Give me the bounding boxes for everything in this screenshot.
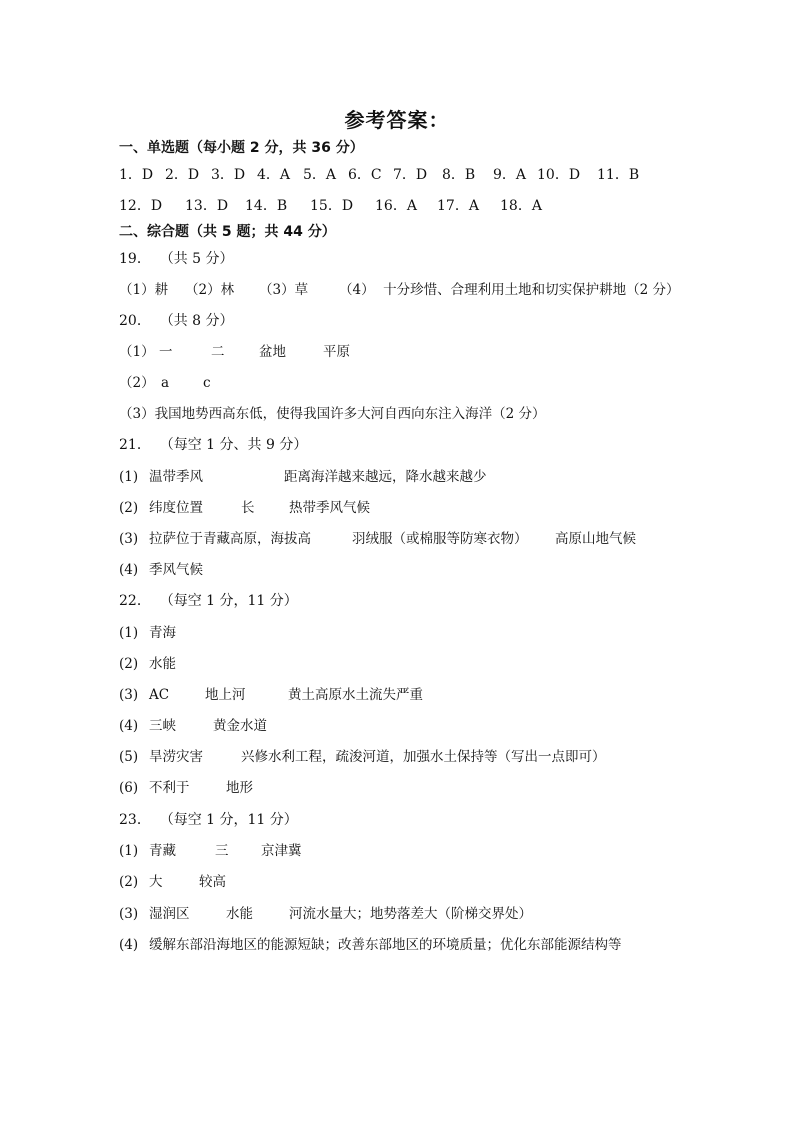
answer-item: AC — [149, 687, 170, 703]
question-20-title: 20． （共 8 分） — [119, 313, 234, 329]
answer-item: 三 — [215, 843, 229, 859]
answer-item: （2）林 — [185, 282, 235, 298]
mc-answer: 13．D — [185, 198, 229, 214]
answer-label: (4) — [119, 718, 139, 734]
question-20-line-3: （3）我国地势西高东低，使得我国许多大河自西向东注入海洋（2 分） — [119, 406, 546, 422]
answer-item: 水能 — [149, 656, 176, 672]
mc-answers-row-2 — [119, 197, 679, 215]
answer-item: 黄金水道 — [213, 718, 267, 734]
answer-item: 热带季风气候 — [289, 500, 370, 516]
mc-answer: 5．A — [303, 167, 337, 183]
answer-label: (4) — [119, 562, 139, 578]
answer-item: （1）耕 — [119, 282, 169, 298]
mc-answer: 3．D — [211, 167, 246, 183]
question-22-item-5 — [119, 748, 679, 766]
answer-label: (2) — [119, 656, 139, 672]
answer-label: (3) — [119, 531, 139, 547]
page-title: 参考答案： — [344, 108, 450, 132]
answer-item: 高原山地气候 — [555, 531, 636, 547]
answer-item: 纬度位置 — [149, 500, 203, 516]
question-23-item-4 — [119, 936, 679, 954]
answer-label: (2) — [119, 874, 139, 890]
answer-item: 地上河 — [205, 687, 246, 703]
question-21-item-4 — [119, 561, 319, 579]
answer-item: 青藏 — [149, 843, 176, 859]
question-23-item-2 — [119, 873, 319, 891]
question-23-title: 23． （每空 1 分，11 分） — [119, 812, 298, 828]
mc-answer: 10．D — [537, 167, 581, 183]
answer-item: （3）草 — [259, 282, 309, 298]
answer-item: 黄土高原水土流失严重 — [288, 687, 423, 703]
answer-item: 大 — [149, 874, 163, 890]
answer-item: 旱涝灾害 — [149, 749, 203, 765]
answer-item: 河流水量大；地势落差大（阶梯交界处） — [289, 906, 532, 922]
answer-item: 盆地 — [259, 344, 286, 360]
answer-item: （4） 十分珍惜、合理利用土地和切实保护耕地（2 分） — [339, 282, 680, 298]
mc-answer: 6．C — [348, 167, 382, 183]
answer-item: 温带季风 — [149, 469, 203, 485]
question-22-title: 22． （每空 1 分，11 分） — [119, 593, 298, 609]
answer-label: (3) — [119, 687, 139, 703]
question-22-item-4 — [119, 717, 379, 735]
question-22-item-3 — [119, 686, 479, 704]
answer-item: 地形 — [226, 780, 253, 796]
question-23-item-1 — [119, 842, 419, 860]
answer-item: 平原 — [323, 344, 350, 360]
answer-item: 拉萨位于青藏高原，海拔高 — [149, 531, 311, 547]
answer-label: （2） — [119, 375, 155, 391]
answer-item: 较高 — [199, 874, 226, 890]
mc-answer: 1．D — [119, 167, 154, 183]
question-22-item-6 — [119, 779, 379, 797]
mc-answer: 2．D — [165, 167, 200, 183]
answer-item: 季风气候 — [149, 562, 203, 578]
mc-answer: 16．A — [375, 198, 417, 214]
question-21-title: 21． （每空 1 分、共 9 分） — [119, 437, 308, 453]
answer-label: (4) — [119, 937, 139, 953]
answer-item: 长 — [241, 500, 255, 516]
answer-item: a — [161, 375, 170, 391]
answer-label: (1) — [119, 843, 139, 859]
mc-answer: 9．A — [493, 167, 527, 183]
question-22-item-2 — [119, 655, 319, 673]
mc-answer: 17．A — [437, 198, 479, 214]
answer-item: 兴修水利工程，疏浚河道，加强水土保持等（写出一点即可） — [241, 749, 606, 765]
answer-item: 不利于 — [149, 780, 190, 796]
mc-answers-row-1 — [119, 166, 679, 184]
answer-label: (2) — [119, 500, 139, 516]
mc-answer: 11．B — [597, 167, 640, 183]
mc-answer: 18．A — [500, 198, 542, 214]
answer-item: 二 — [211, 344, 225, 360]
mc-answer: 15．D — [310, 198, 354, 214]
answer-label: (3) — [119, 906, 139, 922]
question-21-item-3 — [119, 530, 679, 548]
answer-item: 湿润区 — [149, 906, 190, 922]
answer-item: 京津冀 — [261, 843, 302, 859]
mc-answer: 14．B — [245, 198, 288, 214]
question-20-line-2 — [119, 374, 319, 392]
mc-answer: 7．D — [393, 167, 428, 183]
question-23-item-3 — [119, 905, 579, 923]
mc-answer: 4．A — [257, 167, 291, 183]
answer-label: (6) — [119, 780, 139, 796]
answer-item: 距离海洋越来越远，降水越来越少 — [284, 469, 487, 485]
answer-label: (5) — [119, 749, 139, 765]
section-heading-single-choice: 一、单选题（每小题 2 分，共 36 分） — [119, 140, 364, 156]
answer-item: 一 — [159, 344, 173, 360]
question-21-item-2 — [119, 499, 439, 517]
section-heading-comprehensive: 二、综合题（共 5 题；共 44 分） — [119, 224, 336, 240]
answer-item: c — [203, 375, 211, 391]
answer-item: 三峡 — [149, 718, 176, 734]
answer-item: 青海 — [149, 625, 176, 641]
answer-item: 缓解东部沿海地区的能源短缺；改善东部地区的环境质量；优化东部能源结构等 — [149, 937, 622, 953]
answer-item: 羽绒服（或棉服等防寒衣物） — [352, 531, 528, 547]
question-19-answers — [119, 281, 719, 299]
mc-answer: 8．B — [442, 167, 476, 183]
answer-item: 水能 — [226, 906, 253, 922]
answer-label: (1) — [119, 625, 139, 641]
question-20-line-1 — [119, 343, 419, 361]
answer-label: (1) — [119, 469, 139, 485]
question-19-title: 19． （共 5 分） — [119, 251, 234, 267]
question-21-item-1 — [119, 468, 539, 486]
question-22-item-1 — [119, 624, 319, 642]
mc-answer: 12．D — [119, 198, 163, 214]
answer-label: （1） — [119, 344, 155, 360]
